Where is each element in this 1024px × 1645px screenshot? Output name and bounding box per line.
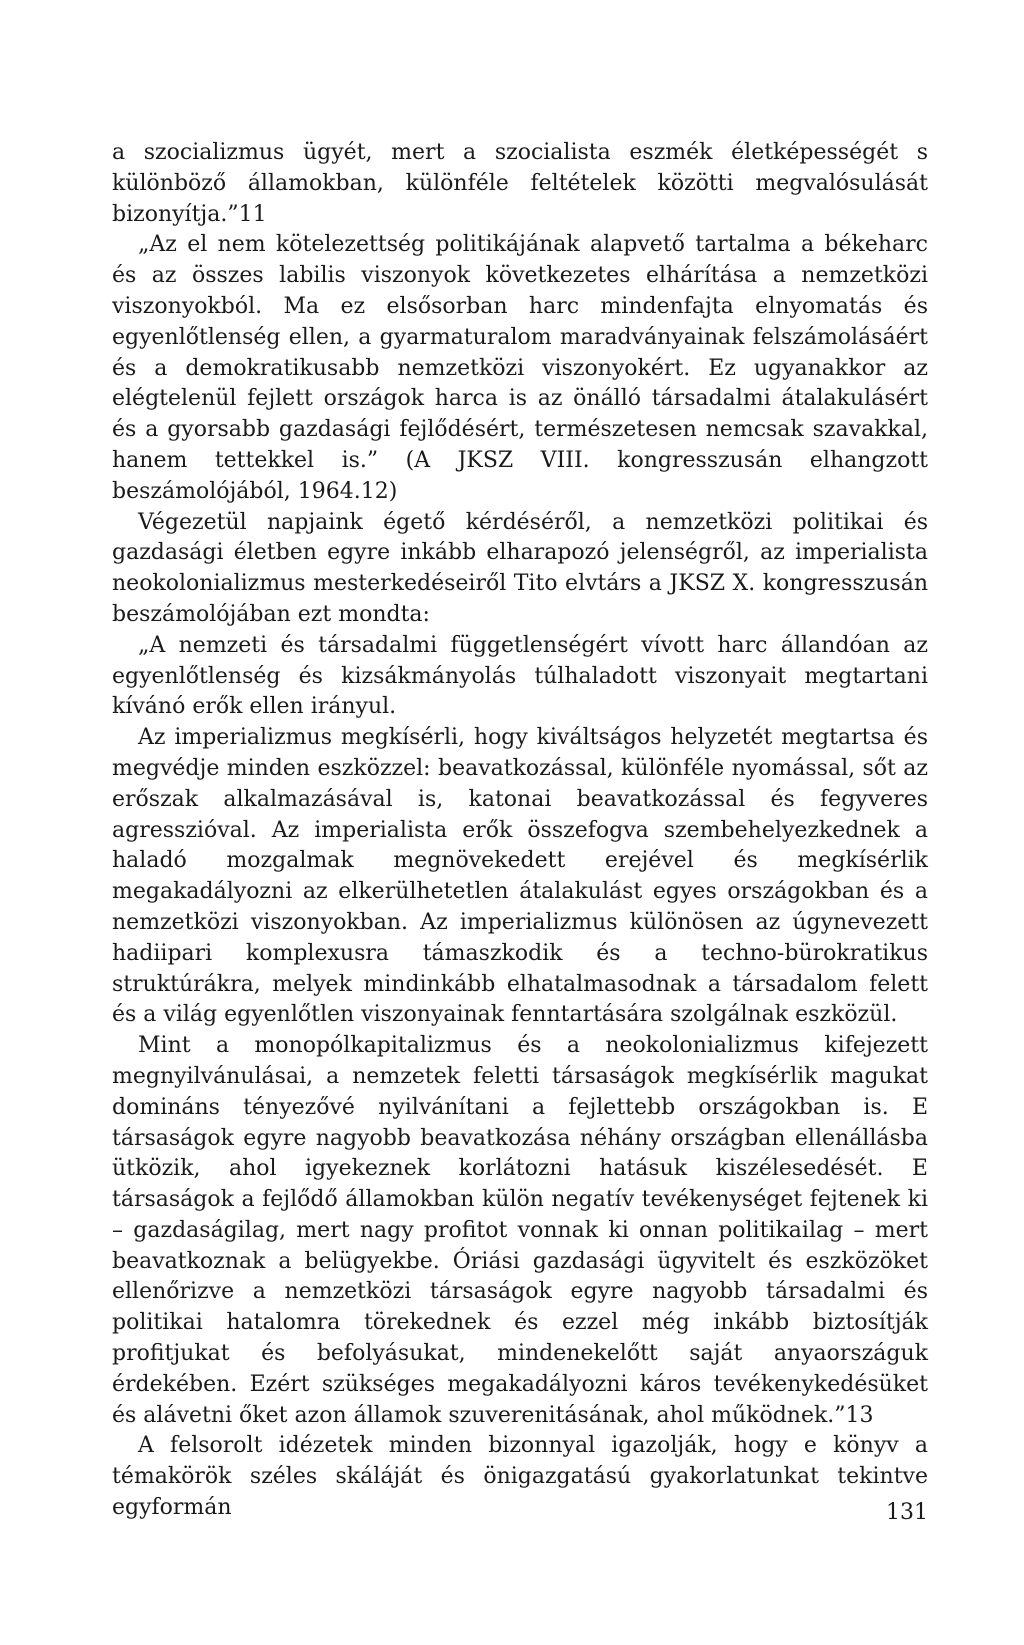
- page-number: 131: [886, 1500, 928, 1525]
- paragraph-conclusion: A felsorolt idézetek minden bizonnyal igazolják, hogy e könyv a témakörök széles skáláját és önigazgatású gyakorlatunkat tekintve egyformán: [112, 1433, 928, 1521]
- paragraph-multinationals: Mint a monopólkapitalizmus és a neokolonializmus kifejezett megnyilvánulásai, a nemzetek feletti társaságok megkísérlik magukat domináns tényezővé nyilvánítani a fejlettebb országokban is. E társaságok egyre nagyobb beavatkozása néhány országban ellenállásba ütközik, ahol igyekeznek korlátozni hatásuk kiszélesedését. E társaságok a fejlődő államokban külön negatív tevékenységet fejtenek ki – gazdaságilag, mert nagy profitot vonnak ki onnan politikailag – mert beavatkoznak a belügyekbe. Óriási gazdasági ügyvitelt és eszközöket ellenőrizve a nemzetközi társaságok egyre nagyobb társadalmi és politikai hatalomra törekednek és ezzel még inkább biztosítják profitjukat és befolyásukat, mindenekelőtt saját anyaországuk érdekében. Ezért szükséges megakadályozni káros tevékenykedésüket és alávetni őket azon államok szuverenitásának, ahol működnek.”13: [112, 1033, 928, 1428]
- paragraph-imperialism: Az imperializmus megkísérli, hogy kiváltságos helyzetét megtartsa és megvédje minden eszközzel: beavatkozással, különféle nyomással, sőt az erőszak alkalmazásával is, katonai beavatkozással és fegyveres agresszióval. Az imperialista erők összefogva szembehelyezkednek a haladó mozgalmak megnövekedett erejével és megkísérlik megakadályozni az elkerülhetetlen átalakulást egyes országokban és a nemzetközi viszonyokban. Az imperializmus különösen az úgynevezett hadiipari komplexusra támaszkodik és a techno-bürokratikus struktúrákra, melyek mindinkább elhatalmasodnak a társadalom felett és a világ egyenlőtlen viszonyainak fenntartására szolgálnak eszközül.: [112, 725, 928, 1028]
- paragraph-quote-nonalignment: „Az el nem kötelezettség politikájának alapvető tartalma a békeharc és az összes labilis viszonyok következetes elhárítása a nemzetközi viszonyokból. Ma ez elsősorban harc mindenfajta elnyomatás és egyenlőtlenség ellen, a gyarmaturalom maradványainak felszámolásáért és a demokratikusabb nemzetközi viszonyokért. Ez ugyanakkor az elégtelenül fejlett országok harca is az önálló társadalmi átalakulásért és a gyorsabb gazdasági fejlődésért, természetesen nemcsak szavakkal, hanem tettekkel is.” (A JKSZ VIII. kongresszusán elhangzott beszámolójából, 1964.12): [112, 232, 928, 504]
- paragraph-quote-independence: „A nemzeti és társadalmi függetlenségért vívott harc állandóan az egyenlőtlenség és kizsákmányolás túlhaladott viszonyait megtartani kívánó erők ellen irányul.: [112, 632, 928, 720]
- page-body: [112, 138, 928, 1524]
- paragraph-continuation: a szocializmus ügyét, mert a szocialista eszmék életképességét s különböző államokban, különféle feltételek közötti megvalósulását bizonyítja.”11: [112, 140, 928, 227]
- paragraph-intro-neocolonialism: Végezetül napjaink égető kérdéséről, a nemzetközi politikai és gazdasági életben egyre inkább elharapozó jelenségről, az imperialista neokolonializmus mesterkedéseiről Tito elvtárs a JKSZ X. kongresszusán beszámolójában ezt mondta:: [112, 509, 928, 627]
